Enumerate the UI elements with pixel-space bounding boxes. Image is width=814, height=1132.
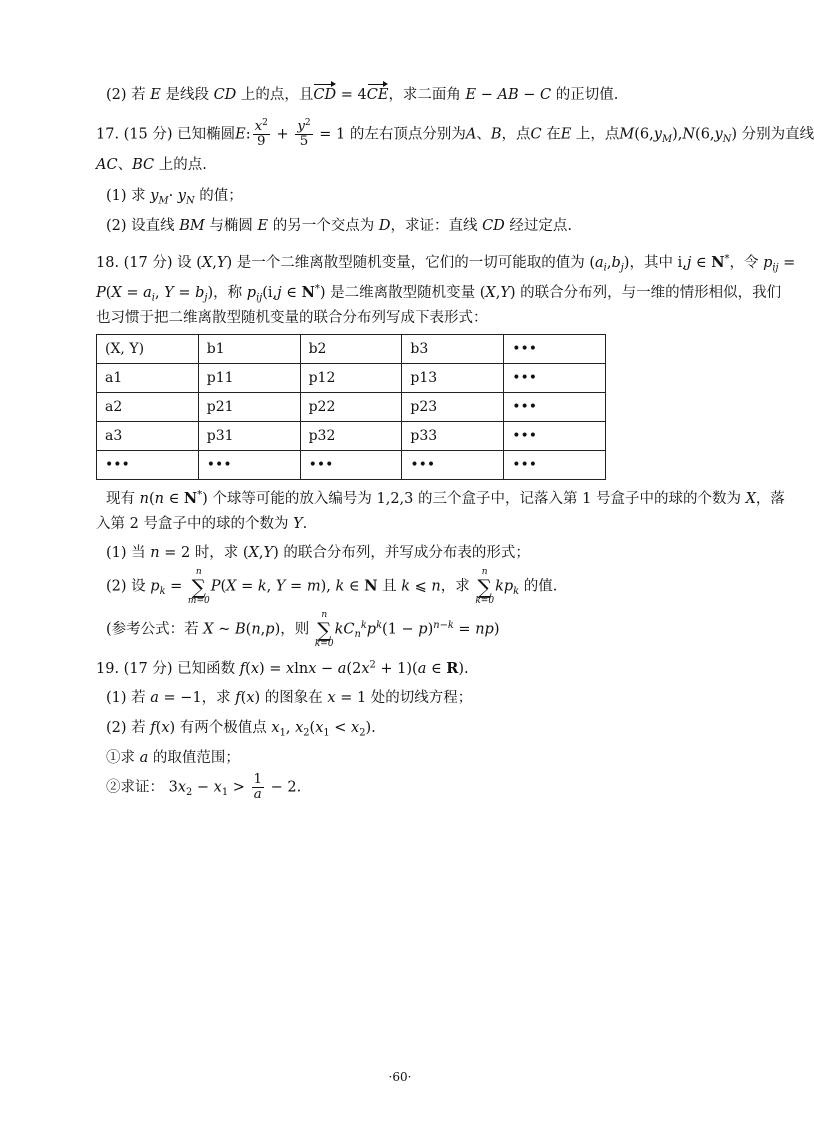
- problem-score: (17 分): [123, 661, 173, 677]
- text: 设: [177, 255, 192, 271]
- text: = 1: [319, 126, 346, 143]
- problem-19-stem: 19. (17 分) 已知函数 $f(x) = xlnx - a(2x^2 + 1)(a$ ∈ R).: [96, 659, 469, 677]
- problem-19-sub-question-1: ①求 a 的取值范围；: [106, 750, 240, 766]
- table-cell: •••: [504, 335, 606, 364]
- table-cell: p13: [402, 364, 504, 393]
- table-cell: b3: [402, 335, 504, 364]
- table-cell: •••: [198, 451, 300, 480]
- text: (1) 若: [106, 690, 146, 706]
- problem-18-stem-line-2: $P(X = a_i$, $Y = b_j$)，称 $p_{ij}(i,j$ ∈ N*) 是二维离散型随机变量 (X,Y) 的联合分布列，与一维的情形相似，我们: [96, 283, 782, 304]
- table-cell: •••: [504, 364, 606, 393]
- table-cell: p11: [198, 364, 300, 393]
- text: ，求: [201, 690, 231, 706]
- text: 时，求: [194, 545, 239, 561]
- fraction-x2-9: $\frac{x^2}{9}$: [254, 118, 268, 149]
- text: 的值；: [199, 188, 243, 204]
- problem-18-question-2: (2) 设 $p_k$ = n ∑ m=0 P(X = k, Y = m), k ∈ N 且 k ⩽ n，求 n ∑ k=0 $kp_k$ 的值.: [106, 567, 558, 606]
- text: (1) 当: [106, 545, 146, 561]
- text: 的联合分布列，并写成分布表的形式；: [283, 545, 530, 561]
- table-cell: p23: [402, 393, 504, 422]
- joint-distribution-table: [96, 334, 606, 480]
- table-cell: •••: [504, 393, 606, 422]
- table-cell: (X, Y): [97, 335, 199, 364]
- table-cell: p21: [198, 393, 300, 422]
- text: (2) 设: [106, 578, 146, 595]
- problem-19-question-2: (2) 若 f(x) 有两个极值点 $x_1$, $x_2(x_1 < x_2)$.: [106, 720, 376, 739]
- text: 的图象在: [264, 690, 323, 706]
- text: 的另一个交点为: [272, 218, 375, 234]
- text: 与椭圆: [209, 218, 253, 234]
- text: 的联合分布列，与一维的情形相似，我们: [520, 285, 782, 301]
- table-cell: a2: [97, 393, 199, 422]
- summation-k: n ∑ k=0: [475, 567, 495, 606]
- text: ①求: [106, 750, 135, 766]
- problem-19-question-1: (1) 若 a = −1，求 f(x) 的图象在 x = 1 处的切线方程；: [106, 690, 473, 706]
- text: 经过定点.: [509, 218, 573, 234]
- text: 有两个极值点: [179, 720, 267, 736]
- problem-18-reference-formula: (参考公式：若 X ~ B(n,p)，则 n ∑ k=0 $kC_n^kp^k(1 - p)^{n-k} = np$): [106, 610, 500, 649]
- table-cell: p22: [300, 393, 402, 422]
- text: 的取值范围；: [152, 750, 240, 766]
- text: ，令: [729, 255, 759, 271]
- text: ，点: [501, 126, 531, 143]
- text: 入第 2 号盒子中的球的个数为: [96, 516, 289, 532]
- table-row: [97, 335, 606, 364]
- table-cell: b2: [300, 335, 402, 364]
- problem-17-stem-cont: AC、BC 上的点.: [96, 157, 207, 173]
- table-cell: •••: [300, 451, 402, 480]
- problem-18-context: 现有 n(n ∈ N*) 个球等可能的放入编号为 1,2,3 的三个盒子中，记落入第 1 号盒子中的球的个数为 X，落: [106, 489, 785, 507]
- text: 的正切值.: [555, 87, 619, 103]
- text: 现有: [106, 491, 135, 507]
- problem-score: (15 分): [123, 126, 173, 143]
- text: 的左右顶点分别为: [349, 126, 466, 143]
- table-row: [97, 364, 606, 393]
- text: 上的点，且: [240, 87, 314, 103]
- summation-m: n ∑ m=0: [187, 567, 210, 606]
- problem-18-stem: 18. (17 分) 设 (X,Y) 是一个二维离散型随机变量，它们的一切可能取的值为 $(a_i,b_j)$，其中 i,j ∈ N*，令 $p_{ij}$ =: [96, 253, 796, 274]
- table-row: [97, 393, 606, 422]
- page-number: ·60·: [388, 1070, 412, 1084]
- text: 是二维离散型随机变量: [330, 285, 476, 301]
- text: ，落: [755, 491, 785, 507]
- table-cell: p32: [300, 422, 402, 451]
- text: .: [302, 516, 308, 532]
- problem-19-sub-question-2: ②求证： $3x_2 - x_1$ > $\frac{1}{a}$ − 2.: [106, 772, 302, 802]
- text: ，其中: [629, 255, 673, 271]
- text: 在: [546, 126, 561, 143]
- text: ，求二面角: [388, 87, 461, 103]
- fraction-1-over-a: $\frac{1}{a}$: [253, 772, 262, 802]
- problem-18-stem-line-3: 也习惯于把二维离散型随机变量的联合分布列写成下表形式：: [96, 310, 488, 326]
- text: 已知椭圆: [177, 126, 236, 143]
- fraction-y2-5: $\frac{y^2}{5}$: [297, 118, 311, 149]
- problem-number: 19.: [96, 661, 120, 677]
- problem-number: 18.: [96, 255, 120, 271]
- table-cell: p12: [300, 364, 402, 393]
- text: 的值.: [523, 578, 558, 595]
- text: (2) 设直线: [106, 218, 175, 234]
- text: (2) 若: [106, 87, 146, 103]
- vector-cd: CD: [313, 85, 336, 106]
- problem-17-question-1: (1) 求 $y_M\cdot y_N$ 的值；: [106, 188, 243, 207]
- problem-score: (17 分): [123, 255, 173, 271]
- vector-ce: CE: [367, 85, 389, 106]
- text: 处的切线方程；: [370, 690, 473, 706]
- summation-k: n ∑ k=0: [314, 610, 334, 649]
- table-cell: a1: [97, 364, 199, 393]
- text: ): [493, 621, 500, 638]
- problem-number: 17.: [96, 126, 120, 143]
- text: ，称: [213, 285, 243, 301]
- text: ，求证：直线: [390, 218, 478, 234]
- text: (1) 求: [106, 188, 146, 204]
- table-cell: p31: [198, 422, 300, 451]
- table-cell: a3: [97, 422, 199, 451]
- text: 是线段: [165, 87, 209, 103]
- problem-18-context-cont: 入第 2 号盒子中的球的个数为 Y.: [96, 516, 308, 532]
- table-cell: •••: [97, 451, 199, 480]
- text: 是一个二维离散型随机变量，它们的一切可能取的值为: [236, 255, 585, 271]
- table-cell: p33: [402, 422, 504, 451]
- text: ，则: [280, 621, 310, 638]
- text: (2) 若: [106, 720, 146, 736]
- table-row: [97, 451, 606, 480]
- table-cell: •••: [504, 451, 606, 480]
- text: 上，点: [575, 126, 620, 143]
- text: 分别为直线: [741, 126, 814, 143]
- text: 且: [382, 578, 397, 595]
- table-cell: •••: [504, 422, 606, 451]
- text: 上的点.: [158, 157, 207, 173]
- text: 已知函数: [177, 661, 236, 677]
- table-cell: •••: [402, 451, 504, 480]
- problem-16-part-2: (2) 若 E 是线段 CD 上的点，且CD = 4CE，求二面角 E − AB − C 的正切值.: [106, 85, 618, 106]
- text: ②求证：: [106, 779, 164, 796]
- problem-17-stem: 17. (15 分) 已知椭圆E: $\frac{x^2}{9}$ + $\frac{y^2}{5}$ = 1 的左右顶点分别为A、B，点C 在E 上，点$M(6,y_M),N(6,y_N)$ 分别为直线: [96, 118, 814, 149]
- text: (参考公式：若: [106, 621, 199, 638]
- text: 个球等可能的放入编号为 1,2,3 的三个盒子中，记落入第 1 号盒子中的球的个数为: [212, 491, 741, 507]
- text: ，求: [440, 578, 470, 595]
- table-row: [97, 422, 606, 451]
- problem-18-question-1: (1) 当 n = 2 时，求 (X,Y) 的联合分布列，并写成分布表的形式；: [106, 545, 530, 561]
- problem-17-question-2: (2) 设直线 BM 与椭圆 E 的另一个交点为 D，求证：直线 CD 经过定点.: [106, 218, 573, 234]
- table-cell: b1: [198, 335, 300, 364]
